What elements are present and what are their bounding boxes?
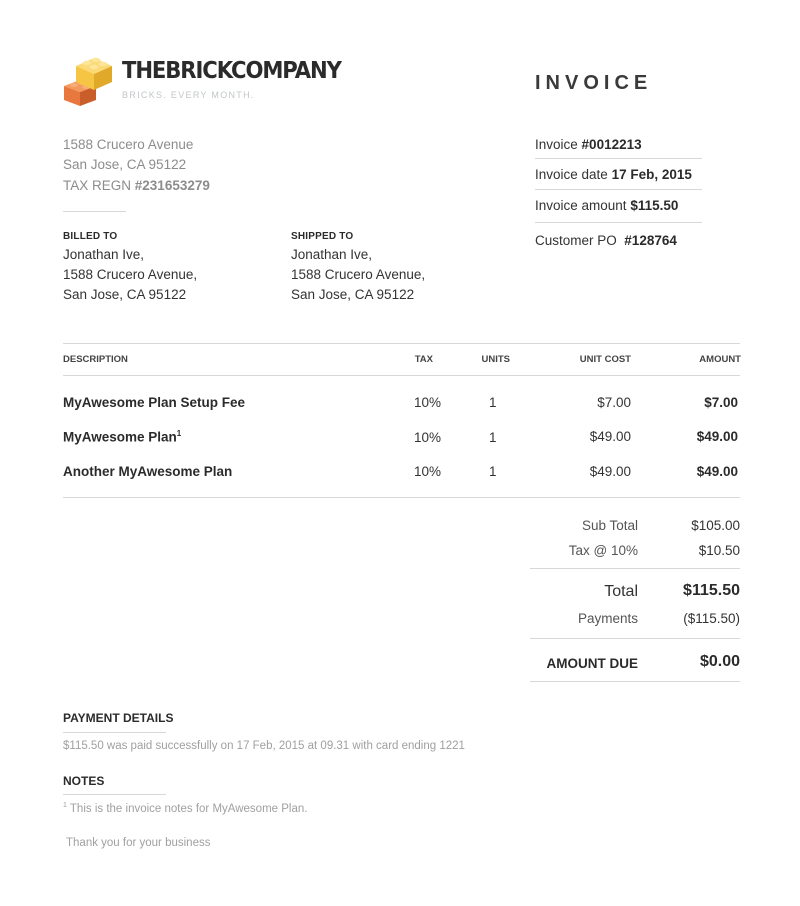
invoice-amount [535, 198, 678, 213]
customer-po-value: #128764 [624, 233, 677, 248]
invoice-date-value: 17 Feb, 2015 [611, 167, 692, 182]
tax-total-label: Tax @ 10% [568, 543, 638, 558]
tax-regn-label: TAX REGN [63, 178, 132, 193]
tax-total-value: $10.50 [698, 543, 740, 558]
table-row-tax: 10% [414, 464, 442, 479]
billed-to-line1: 1588 Crucero Avenue, [63, 267, 198, 282]
invoice-date [535, 167, 692, 182]
company-name: THEBRICKCOMPANY [122, 58, 341, 84]
table-top-rule [63, 343, 740, 344]
shipped-to-label: SHIPPED TO [291, 231, 354, 242]
invoice-number-value: #0012213 [581, 137, 642, 152]
table-row-amount: $49.00 [696, 464, 738, 479]
notes-text [63, 802, 307, 815]
invoice-amount-value: $115.50 [630, 198, 679, 213]
column-header-amount: AMOUNT [699, 354, 741, 365]
company-tax-regn [63, 178, 210, 193]
invoice-number [535, 137, 642, 152]
subtotal-label: Sub Total [581, 518, 638, 533]
column-header-units: UNITS [481, 354, 510, 365]
invoice-amount-label: Invoice amount [535, 198, 627, 213]
payments-label: Payments [577, 611, 638, 626]
billed-to-line2: San Jose, CA 95122 [63, 287, 187, 302]
table-header-rule [63, 375, 740, 376]
table-row-description: MyAwesome Plan Setup Fee [63, 395, 246, 410]
table-row-unit-cost: $49.00 [589, 429, 631, 444]
total-value: $115.50 [683, 582, 740, 599]
total-label: Total [604, 583, 638, 600]
divider [530, 568, 740, 569]
payment-details-title: PAYMENT DETAILS [63, 711, 174, 725]
note-reference: 1 [63, 802, 67, 809]
shipped-to-name: Jonathan Ive, [291, 247, 373, 262]
invoice-title: INVOICE [535, 72, 653, 94]
shipped-to-line2: San Jose, CA 95122 [291, 287, 415, 302]
column-header-description: DESCRIPTION [63, 354, 128, 365]
table-row-amount: $7.00 [704, 395, 738, 410]
lego-bricks-icon [62, 52, 114, 108]
column-header-tax: TAX [414, 354, 433, 365]
divider [530, 681, 740, 682]
divider [63, 732, 166, 733]
payment-details-text: $115.50 was paid successfully on 17 Feb, 2015 at 09.31 with card ending 1221 [63, 740, 465, 752]
table-row-amount: $49.00 [696, 429, 738, 444]
amount-due-value: $0.00 [699, 653, 740, 670]
divider [530, 638, 740, 639]
table-bottom-rule [63, 497, 740, 498]
divider [535, 158, 702, 159]
invoice-date-label: Invoice date [535, 167, 608, 182]
table-row-units: 1 [489, 430, 497, 445]
table-row-description: Another MyAwesome Plan [63, 464, 233, 479]
subtotal-value: $105.00 [691, 518, 740, 533]
notes-title: NOTES [63, 774, 105, 788]
table-row-tax: 10% [414, 430, 442, 445]
shipped-to-line1: 1588 Crucero Avenue, [291, 267, 426, 282]
table-row-tax: 10% [414, 395, 442, 410]
customer-po [535, 233, 677, 248]
tax-regn-number: #231653279 [134, 178, 210, 193]
divider [535, 222, 702, 223]
notes-body: This is the invoice notes for MyAwesome Plan. [69, 802, 308, 815]
company-address-line2: San Jose, CA 95122 [63, 157, 187, 172]
table-row-description [63, 429, 181, 445]
table-row-units: 1 [489, 464, 497, 479]
billed-to-name: Jonathan Ive, [63, 247, 145, 262]
table-row-units: 1 [489, 395, 497, 410]
billed-to-label: BILLED TO [63, 231, 118, 242]
column-header-unit-cost: UNIT COST [579, 354, 631, 365]
note-reference: 1 [176, 429, 182, 438]
divider [63, 211, 126, 212]
thank-you-text: Thank you for your business [66, 837, 211, 849]
customer-po-label: Customer PO [535, 233, 617, 248]
company-tagline: BRICKS. EVERY MONTH. [122, 90, 255, 100]
company-address-line1: 1588 Crucero Avenue [63, 137, 194, 152]
table-row-unit-cost: $49.00 [589, 464, 631, 479]
amount-due-label: AMOUNT DUE [546, 656, 638, 671]
invoice-number-label: Invoice [535, 137, 578, 152]
table-row-unit-cost: $7.00 [597, 395, 631, 410]
payments-value: ($115.50) [683, 611, 740, 626]
table-row-description-text: MyAwesome Plan [63, 429, 177, 445]
shipped-to-block [291, 231, 425, 305]
divider [63, 794, 166, 795]
divider [535, 189, 702, 190]
billed-to-block [63, 231, 197, 305]
